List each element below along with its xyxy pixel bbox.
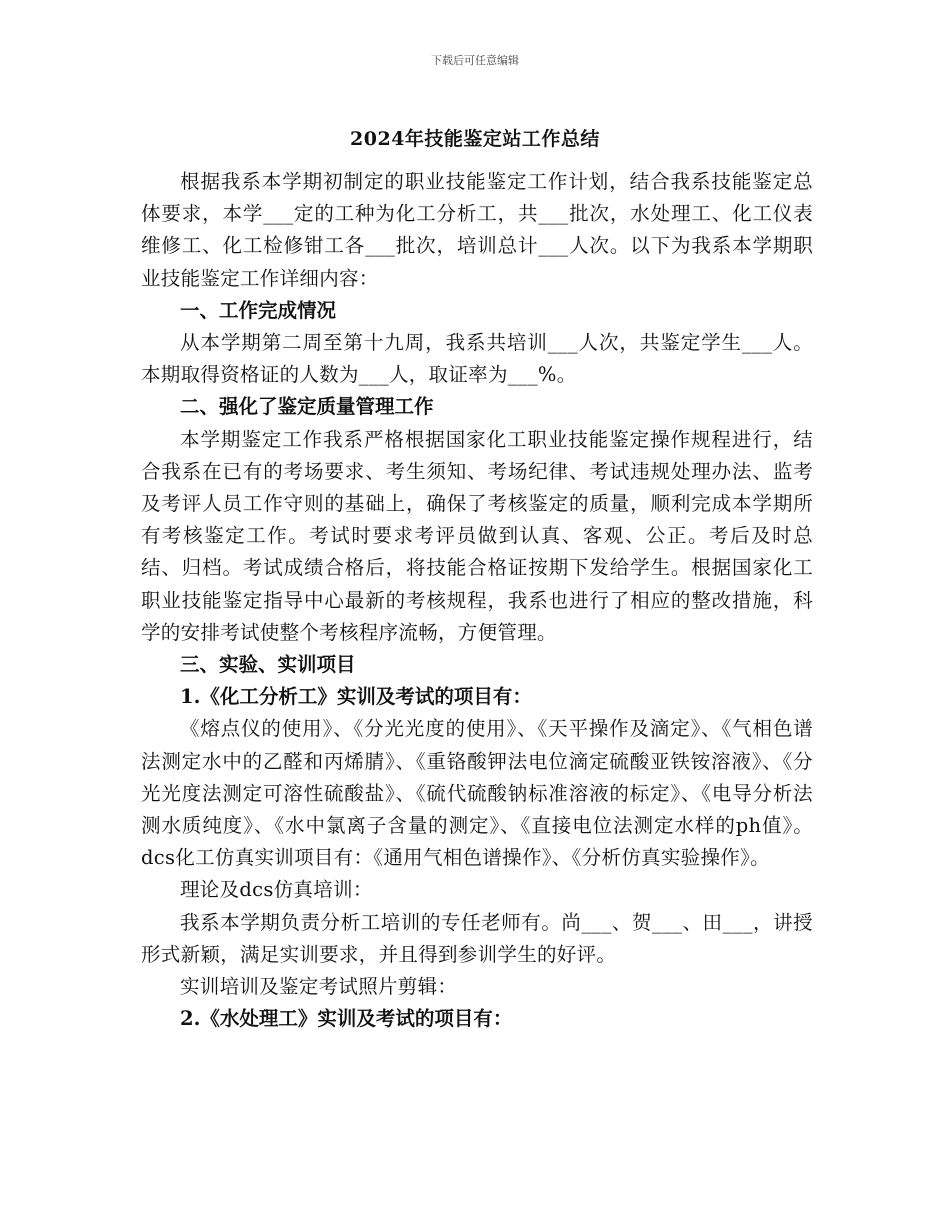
page-header-note: 下载后可任意编辑 [431, 54, 519, 67]
subsection-2-heading: 2.《水处理工》实训及考试的项目有： [180, 1007, 513, 1031]
section-3-heading: 三、实验、实训项目 [180, 653, 356, 677]
subsection-1-projects: 《熔点仪的使用》、《分光光度的使用》、《天平操作及滴定》、《气相色谱法测定水中的乙醛和丙烯腈》、《重铬酸钾法电位滴定硫酸亚铁铵溶液》、《分光光度法测定可溶性硫酸盐》、《硫代硫酸钠标准溶液的标定》、《电导分析法测水质纯度》、《水中氯离子含量的测定》、《直接电位法测定水样的ph值》。dcs化工仿真实训项目有：《通用气相色谱操作》、《分析仿真实验操作》。 [141, 717, 813, 870]
intro-paragraph: 根据我系本学期初制定的职业技能鉴定工作计划，结合我系技能鉴定总体要求，本学___定的工种为化工分析工，共___批次，水处理工、化工仪表维修工、化工检修钳工各___批次，培训总计___人次。以下为我系本学期职业技能鉴定工作详细内容： [141, 170, 813, 290]
section-2-heading: 二、强化了鉴定质量管理工作 [180, 395, 434, 419]
photos-label: 实训培训及鉴定考试照片剪辑： [180, 975, 458, 999]
document-title: 2024年技能鉴定站工作总结 [350, 128, 600, 150]
section-1-heading: 一、工作完成情况 [180, 298, 337, 322]
section-2-paragraph: 本学期鉴定工作我系严格根据国家化工职业技能鉴定操作规程进行，结合我系在已有的考场要求、考生须知、考场纪律、考试违规处理办法、监考及考评人员工作守则的基础上，确保了考核鉴定的质量，顺利完成本学期所有考核鉴定工作。考试时要求考评员做到认真、客观、公正。考后及时总结、归档。考试成绩合格后，将技能合格证按期下发给学生。根据国家化工职业技能鉴定指导中心最新的考核规程，我系也进行了相应的整改措施，科学的安排考试使整个考核程序流畅，方便管理。 [141, 427, 813, 644]
teachers-paragraph: 我系本学期负责分析工培训的专任老师有。尚___、贺___、田___，讲授形式新颖，满足实训要求，并且得到参训学生的好评。 [141, 910, 813, 966]
document-body [141, 166, 813, 1035]
section-1-paragraph: 从本学期第二周至第十九周，我系共培训___人次，共鉴定学生___人。本期取得资格证的人数为___人，取证率为___%。 [141, 331, 813, 387]
theory-training-label: 理论及dcs仿真培训： [180, 878, 373, 902]
subsection-1-heading: 1.《化工分析工》实训及考试的项目有： [180, 685, 532, 709]
